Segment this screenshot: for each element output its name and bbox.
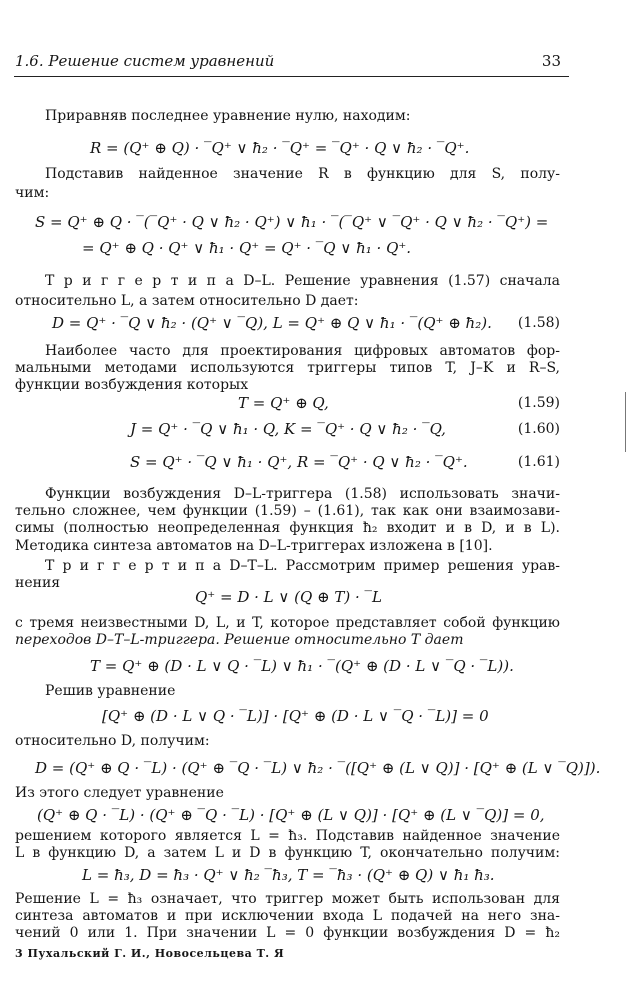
text-line: чений 0 или 1. При значении L = 0 функции возбуждения D = ħ₂ xyxy=(15,925,560,941)
text-line: Т р и г г е р т и п а D–L. Решение уравнения (1.57) сначала xyxy=(45,273,560,289)
formula-T: T = Q⁺ ⊕ Q, xyxy=(238,394,329,412)
text-line: Решение L = ħ₃ означает, что триггер может быть использован для xyxy=(15,891,560,907)
text-line: L в функцию D, а затем L и D в функцию T, окончательно получим: xyxy=(15,845,560,861)
text-line: нения xyxy=(15,575,61,591)
equation-number: (1.59) xyxy=(517,395,560,411)
text-line: переходов D–T–L-триггера. Решение относительно T дает xyxy=(15,632,464,648)
text-line: Функции возбуждения D–L-триггера (1.58) использовать значи- xyxy=(45,486,560,502)
text-line: симы (полностью неопределенная функция ħ₂ входит и в D, и в L). xyxy=(15,520,560,536)
formula-S-line2: = Q⁺ ⊕ Q · Q⁺ ∨ ħ₁ · Q⁺ = Q⁺ · ‾Q ∨ ħ₁ · Q⁺. xyxy=(82,239,412,257)
equation-number: (1.58) xyxy=(517,315,560,331)
formula-Qplus: Q⁺ = D · L ∨ (Q ⊕ T) · ‾L xyxy=(195,588,383,606)
formula-SR: S = Q⁺ · ‾Q ∨ ħ₁ · Q⁺, R = ‾Q⁺ · Q ∨ ħ₂ · ‾Q⁺. xyxy=(130,453,468,471)
text-line: чим: xyxy=(15,185,50,201)
text-line: с тремя неизвестными D, L, и T, которое представляет собой функцию xyxy=(15,615,560,631)
signature-footer: 3 Пухальский Г. И., Новосельцева Т. Я xyxy=(15,947,285,960)
text-line: относительно L, а затем относительно D дает: xyxy=(15,293,359,309)
text-line: Наиболее часто для проектирования цифровых автоматов фор- xyxy=(45,343,560,359)
text-line: Подставив найденное значение R в функцию для S, полу- xyxy=(45,166,560,182)
formula-D-solution: D = (Q⁺ ⊕ Q · ‾L) · (Q⁺ ⊕ ‾Q · ‾L) ∨ ħ₂ · ‾([Q⁺ ⊕ (L ∨ Q)] · [Q⁺ ⊕ (L ∨ ‾Q)]). xyxy=(35,759,601,777)
text-line: синтеза автоматов и при исключении входа L подачей на него зна- xyxy=(15,908,560,924)
text-line: относительно D, получим: xyxy=(15,733,210,749)
text-line: тельно сложнее, чем функции (1.59) – (1.61), так как они взаимозави- xyxy=(15,503,560,519)
formula-final: L = ħ₃, D = ħ₃ · Q⁺ ∨ ħ₂ ‾ħ₃, T = ‾ħ₃ · (Q⁺ ⊕ Q) ∨ ħ₁ ħ₃. xyxy=(82,866,495,884)
formula-R: R = (Q⁺ ⊕ Q) · ‾Q⁺ ∨ ħ₂ · ‾Q⁺ = ‾Q⁺ · Q ∨ ħ₂ · ‾Q⁺. xyxy=(90,139,470,157)
margin-rule xyxy=(625,392,626,452)
text-line: Решив уравнение xyxy=(45,683,176,699)
text-line: Методика синтеза автоматов на D–L-триггерах изложена в [10]. xyxy=(15,538,493,554)
text-line: Приравняв последнее уравнение нулю, находим: xyxy=(45,108,411,124)
running-header-section: 1.6. Решение систем уравнений xyxy=(15,52,275,70)
text-line: функции возбуждения которых xyxy=(15,377,249,393)
text-line: решением которого является L = ħ₃. Подставив найденное значение xyxy=(15,828,560,844)
formula-consistency: (Q⁺ ⊕ Q · ‾L) · (Q⁺ ⊕ ‾Q · ‾L) · [Q⁺ ⊕ (L ∨ Q)] · [Q⁺ ⊕ (L ∨ ‾Q)] = 0, xyxy=(37,806,545,824)
formula-JK: J = Q⁺ · ‾Q ∨ ħ₁ · Q, K = ‾Q⁺ · Q ∨ ħ₂ · ‾Q, xyxy=(130,420,446,438)
header-rule xyxy=(14,76,569,77)
page-number: 33 xyxy=(541,52,561,70)
formula-T-solution: T = Q⁺ ⊕ (D · L ∨ Q · ‾L) ∨ ħ₁ · ‾(Q⁺ ⊕ (D · L ∨ ‾Q · ‾L)). xyxy=(90,657,514,675)
formula-DL: D = Q⁺ · ‾Q ∨ ħ₂ · (Q⁺ ∨ ‾Q), L = Q⁺ ⊕ Q ∨ ħ₁ · ‾(Q⁺ ⊕ ħ₂). xyxy=(52,314,492,332)
equation-number: (1.61) xyxy=(517,454,560,470)
text-line: Из этого следует уравнение xyxy=(15,785,224,801)
text-line: мальными методами используются триггеры типов T, J–K и R–S, xyxy=(15,360,560,376)
equation-number: (1.60) xyxy=(517,421,560,437)
formula-S-line1: S = Q⁺ ⊕ Q · ‾(‾Q⁺ · Q ∨ ħ₂ · Q⁺) ∨ ħ₁ · ‾(‾Q⁺ ∨ ‾Q⁺ · Q ∨ ħ₂ · ‾Q⁺) = xyxy=(35,213,549,231)
text-line: Т р и г г е р т и п а D–T–L. Рассмотрим пример решения урав- xyxy=(45,558,560,574)
formula-equation: [Q⁺ ⊕ (D · L ∨ Q · ‾L)] · [Q⁺ ⊕ (D · L ∨ ‾Q · ‾L)] = 0 xyxy=(102,707,489,725)
